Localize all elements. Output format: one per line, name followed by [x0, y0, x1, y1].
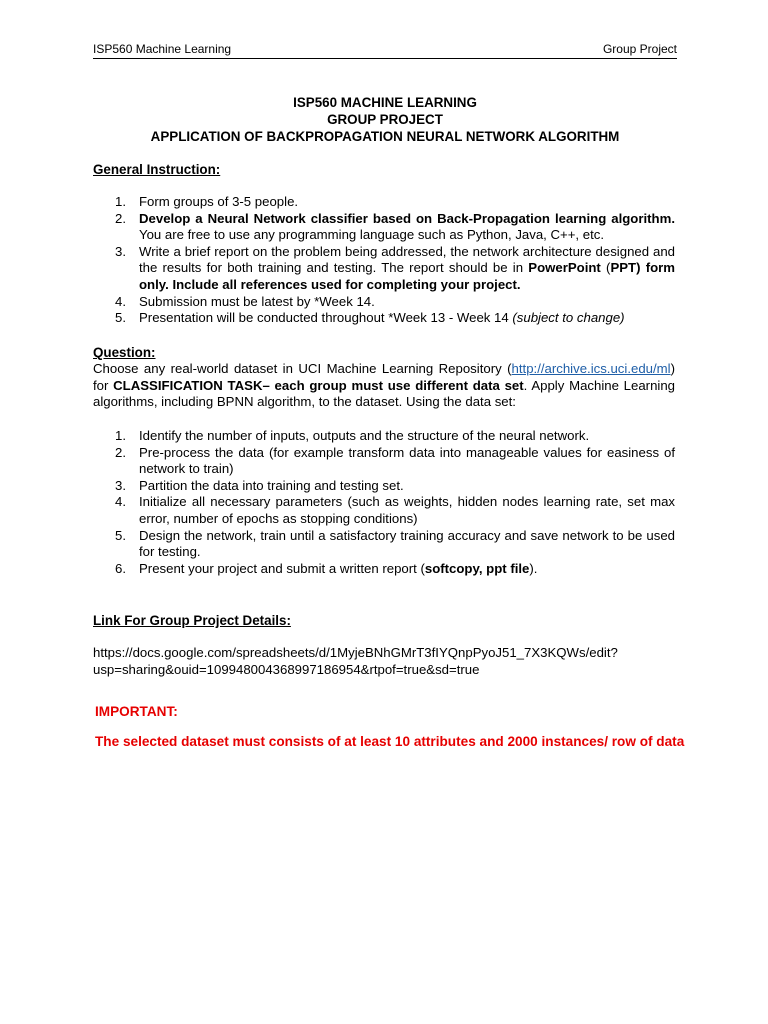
list-number: 5.: [115, 527, 126, 543]
list-text: Present your project and submit a written report (: [139, 560, 425, 576]
list-text: ).: [529, 560, 538, 576]
page-header: [93, 42, 677, 59]
header-course: ISP560 Machine Learning: [93, 42, 232, 56]
title-line-1: ISP560 MACHINE LEARNING: [293, 95, 477, 110]
list-text: Design the network, train until a satisfactory training accuracy and save network to be used for testing.: [139, 527, 675, 560]
list-number: 2.: [115, 210, 126, 226]
question-text: Choose any real-world dataset in UCI Machine Learning Repository (: [93, 361, 512, 376]
list-number: 4.: [115, 494, 126, 510]
general-instruction-list: [93, 194, 675, 327]
list-text: Write a brief report on the problem being addressed, the network architecture designed and the results for both training and testing. The report should be in: [139, 243, 675, 276]
list-italic-text: (subject to change): [512, 310, 625, 326]
group-project-link-heading: Link For Group Project Details:: [93, 613, 291, 628]
list-number: 1.: [115, 194, 126, 209]
list-number: 6.: [115, 560, 126, 576]
general-instruction-heading: General Instruction:: [93, 162, 221, 177]
list-text: Initialize all necessary parameters (such as weights, hidden nodes learning rate, set max error, number of epochs as stopping conditions): [139, 494, 675, 526]
list-item: [93, 478, 675, 495]
list-item: [93, 194, 675, 211]
list-item: [93, 494, 675, 527]
list-number: 1.: [115, 428, 126, 443]
important-label: IMPORTANT:: [95, 704, 178, 719]
title-line-3: APPLICATION OF BACKPROPAGATION NEURAL NETWORK ALGORITHM: [150, 129, 620, 144]
question-text: . Apply Machine Learning algorithms, including BPNN algorithm, to the dataset. Using the data set:: [93, 377, 676, 410]
uci-repository-link[interactable]: http://archive.ics.uci.edu/ml: [511, 361, 671, 376]
url-line-1: https://docs.google.com/spreadsheets/d/1MyjeBNhGMrT3fIYQnpPyoJ51_7X3KQWs/edit?: [93, 645, 618, 660]
list-item: [93, 244, 675, 294]
title-line-2: GROUP PROJECT: [327, 112, 443, 127]
header-doc-type: Group Project: [602, 42, 677, 56]
list-text: Submission must be latest by *Week 14.: [139, 293, 375, 309]
list-item: [93, 428, 675, 445]
list-item: [93, 445, 675, 478]
list-item: [93, 310, 675, 327]
question-paragraph: [93, 361, 675, 411]
list-text: (: [600, 260, 611, 276]
list-number: 5.: [115, 310, 126, 326]
list-text: Identify the number of inputs, outputs and the structure of the neural network.: [139, 428, 590, 443]
list-number: 3.: [115, 243, 126, 259]
list-text: Partition the data into training and testing set.: [139, 477, 404, 493]
url-line-2: usp=sharing&ouid=109948004368997186954&rtpof=true&sd=true: [93, 662, 480, 677]
list-text: Presentation will be conducted throughout *Week 13 - Week 14: [139, 310, 513, 326]
list-text: Form groups of 3-5 people.: [139, 194, 299, 209]
powerpoint-bold: PowerPoint: [528, 260, 601, 276]
list-bold-text: Develop a Neural Network classifier based on Back-Propagation learning algorithm.: [139, 210, 675, 226]
list-text: Pre-process the data (for example transform data into manageable values for easiness of network to train): [139, 444, 675, 477]
list-item: [93, 211, 675, 244]
document-title: [93, 94, 677, 145]
important-requirement: The selected dataset must consists of at least 10 attributes and 2000 instances/ row of data: [95, 734, 685, 749]
list-number: 2.: [115, 444, 126, 460]
question-heading: Question:: [93, 345, 156, 360]
question-task-list: [93, 428, 675, 577]
list-text: You are free to use any programming language such as Python, Java, C++, etc.: [139, 227, 605, 243]
question-text: ) for: [93, 361, 675, 393]
classification-task-bold: CLASSIFICATION TASK– each group must use different data set: [113, 377, 524, 393]
ppt-form-bold: PPT) form only. Include all references used for completing your project.: [139, 260, 675, 292]
list-item: [93, 561, 675, 578]
group-project-url[interactable]: [93, 644, 618, 678]
list-item: [93, 294, 675, 311]
list-number: 4.: [115, 293, 126, 309]
list-item: [93, 528, 675, 561]
list-bold-text: softcopy, ppt file: [424, 560, 530, 576]
list-number: 3.: [115, 477, 126, 493]
